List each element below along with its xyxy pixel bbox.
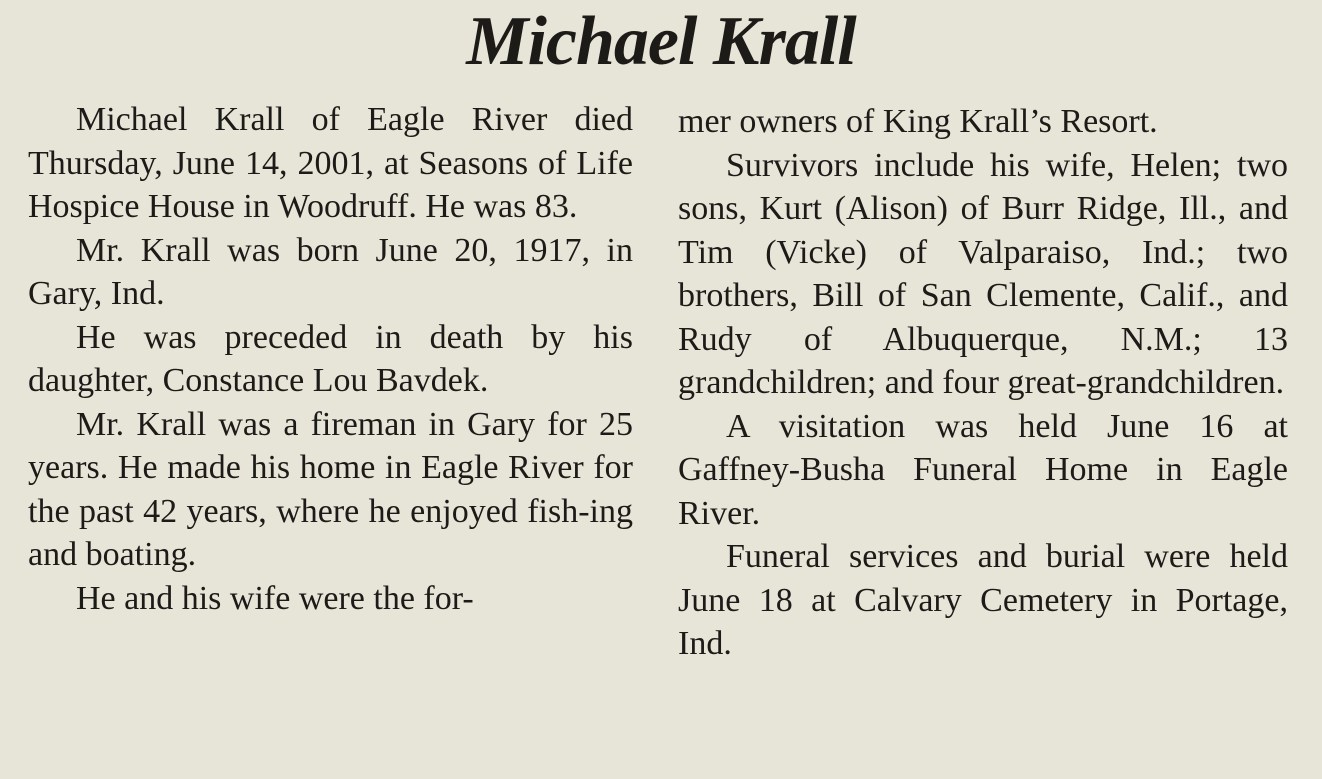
paragraph-funeral: Funeral services and burial were held June 18 at Calvary Cemetery in Portage, Ind. bbox=[678, 538, 1288, 662]
paragraph-death-notice: Michael Krall of Eagle River died Thursday, June 14, 2001, at Seasons of Life Hospice House in Woodruff. He was 83. bbox=[28, 101, 633, 225]
paragraph-survivors: Survivors include his wife, Helen; two sons, Kurt (Alison) of Burr Ridge, Ill., and Tim (Vicke) of Valparaiso, Ind.; two brothers, Bill of San Clemente, Calif., and Rudy of Albuquerque, N.M.; 13 grandchildren; and four great-grandchildren. bbox=[678, 146, 1288, 401]
obituary-title: Michael Krall bbox=[466, 3, 856, 80]
right-column bbox=[678, 100, 1288, 666]
paragraph-birth: Mr. Krall was born June 20, 1917, in Gary, Ind. bbox=[28, 231, 633, 312]
paragraph-preceded: He was preceded in death by his daughter, Constance Lou Bavdek. bbox=[28, 318, 633, 399]
paragraph-visitation: A visitation was held June 16 at Gaffney-Busha Funeral Home in Eagle River. bbox=[678, 407, 1288, 532]
paragraph-resort-end: mer owners of King Krall’s Resort. bbox=[678, 103, 1158, 140]
left-column bbox=[28, 98, 633, 620]
paragraph-resort-start: He and his wife were the for- bbox=[76, 579, 474, 617]
paragraph-career: Mr. Krall was a fireman in Gary for 25 years. He made his home in Eagle River for the past 42 years, where he enjoyed fish-ing and boating. bbox=[28, 405, 633, 573]
